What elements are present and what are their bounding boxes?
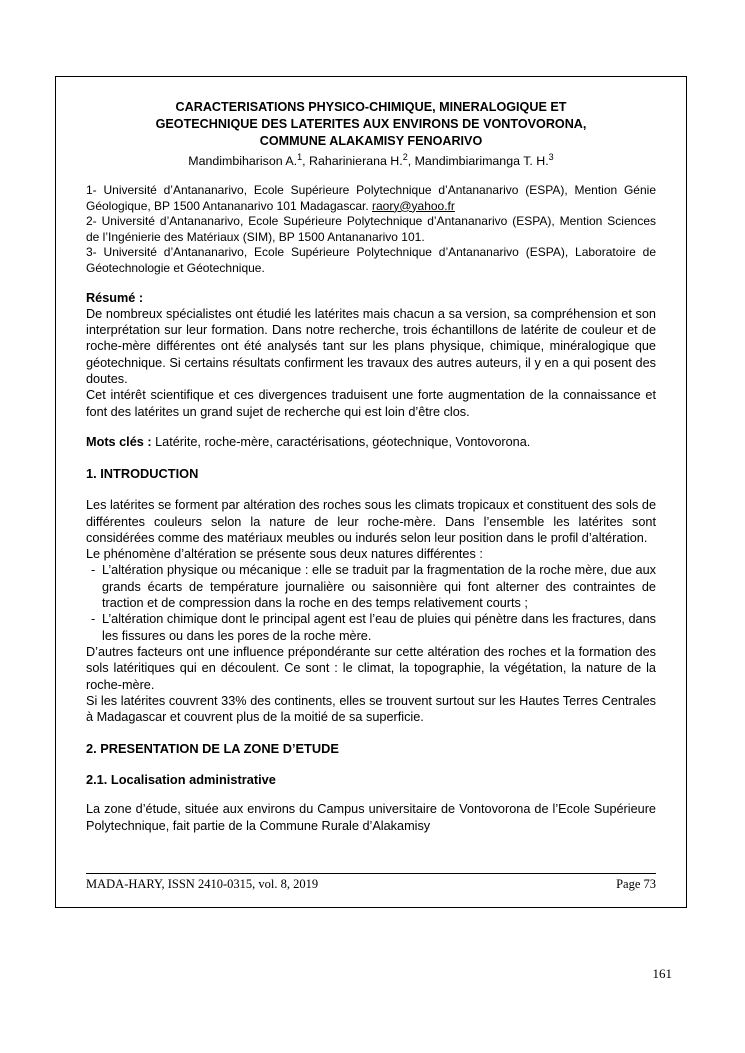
intro-paragraph-1: Les latérites se forment par altération des roches sous les climats tropicaux et constituent des sols de différentes couleurs selon la nature de leur roche-mère. Dans l’ensemble les latérites sont considérées comme des matériaux meubles ou indurés selon leur position dans le profil d’altération. xyxy=(86,498,656,545)
affiliations-block xyxy=(86,183,656,277)
zone-paragraph-1: La zone d’étude, située aux environs du Campus universitaire de Vontovorona de l’Ecole Supérieure Polytechnique, fait partie de la Commune Rurale d’Alakamisy xyxy=(86,802,656,833)
author-1: Mandimbiharison A. xyxy=(188,154,298,168)
paper-page-label: Page 73 xyxy=(616,877,656,891)
author-separator-1: , xyxy=(302,154,310,168)
list-dash-marker: - xyxy=(91,563,96,578)
journal-citation: MADA-HARY, ISSN 2410-0315, vol. 8, 2019 xyxy=(86,877,319,891)
abstract-heading: Résumé : xyxy=(86,290,144,305)
author-separator-2: , xyxy=(407,154,415,168)
list-item-physical-alteration xyxy=(86,562,656,611)
author-2: Raharinierana H. xyxy=(309,154,403,168)
list-item-text: L’altération physique ou mécanique : elle se traduit par la fragmentation de la roche mère, due aux grands écarts de température journalière ou saisonnière qui font alterner des contraintes de traction et de compression dans la roche en des temps relativement courts ; xyxy=(102,563,656,611)
intro-paragraph-2: Le phénomène d’altération se présente sous deux natures différentes : xyxy=(86,547,483,562)
paper-title: CARACTERISATIONS PHYSICO-CHIMIQUE, MINERALOGIQUE ET GEOTECHNIQUE DES LATERITES AUX ENVIRONS DE VONTOVORONA, COMMUNE ALAKAMISY FENOARIVO xyxy=(155,100,587,148)
paper-page xyxy=(55,76,687,908)
paper-content xyxy=(56,77,686,907)
zone-block xyxy=(86,801,656,834)
keywords-text: Latérite, roche-mère, caractérisations, géotechnique, Vontovorona. xyxy=(151,434,531,449)
journal-footer xyxy=(86,873,656,892)
abstract-block xyxy=(86,290,656,420)
affiliation-2: 2- Université d’Antananarivo, Ecole Supérieure Polytechnique d’Antananarivo (ESPA), Mention Sciences de l’Ingénierie des Matériaux (SIM), BP 1500 Antananarivo 101. xyxy=(86,214,656,244)
abstract-paragraph-2: Cet intérêt scientifique et ces divergences traduisent une forte augmentation de la connaissance et font des latérites un grand sujet de recherche qui est loin d’être clos. xyxy=(86,388,656,419)
list-item-chemical-alteration xyxy=(86,611,656,644)
affiliation-3: 3- Université d’Antananarivo, Ecole Supérieure Polytechnique d’Antananarivo (ESPA), Laboratoire de Géotechnologie et Géotechnique. xyxy=(86,245,656,275)
author-1-affiliation-mark: 1 xyxy=(297,151,303,162)
affiliation-1 xyxy=(86,183,656,214)
email-link[interactable]: raory@yahoo.fr xyxy=(372,198,455,213)
keywords-label: Mots clés : xyxy=(86,434,152,449)
subsection-heading-localisation: 2.1. Localisation administrative xyxy=(86,772,276,788)
keywords-line xyxy=(86,434,656,450)
author-3: Mandimbiarimanga T. H. xyxy=(414,154,549,168)
author-2-affiliation-mark: 2 xyxy=(402,151,408,162)
intro-paragraph-3: D’autres facteurs ont une influence prépondérante sur cette altération des roches et la formation des sols latéritiques qui en découlent. Ce sont : le climat, la topographie, la végétation, la nature de la roche-mère. xyxy=(86,644,656,692)
document-page-number: 161 xyxy=(652,966,672,981)
section-heading-introduction: 1. INTRODUCTION xyxy=(86,466,199,482)
section-heading-zone: 2. PRESENTATION DE LA ZONE D’ETUDE xyxy=(86,741,339,757)
authors-line xyxy=(86,153,656,169)
author-3-affiliation-mark: 3 xyxy=(548,151,554,162)
affiliation-1-text: 1- Université d’Antananarivo, Ecole Supérieure Polytechnique d’Antananarivo (ESPA), Mention Génie Géologique, BP 1500 Antananarivo 101 Madagascar. xyxy=(86,183,656,213)
list-dash-marker: - xyxy=(91,612,96,627)
list-item-text: L’altération chimique dont le principal agent est l’eau de pluies qui pénètre dans les fractures, dans les fissures ou dans les pores de la roche mère. xyxy=(102,612,656,643)
abstract-paragraph-1: De nombreux spécialistes ont étudié les latérites mais chacun a sa version, sa compréhension et son interprétation sur leur formation. Dans notre recherche, trois échantillons de latérite de couleur et de roche-mère différentes ont été analysés tant sur les plans physique, chimique, minéralogique que géotechnique. Si certains résultats confirment les travaux des autres auteurs, il y en a qui posent des doutes. xyxy=(86,306,656,387)
intro-paragraph-4: Si les latérites couvrent 33% des continents, elles se trouvent surtout sur les Hautes Terres Centrales à Madagascar et couvrent plus de la moitié de sa superficie. xyxy=(86,693,656,725)
